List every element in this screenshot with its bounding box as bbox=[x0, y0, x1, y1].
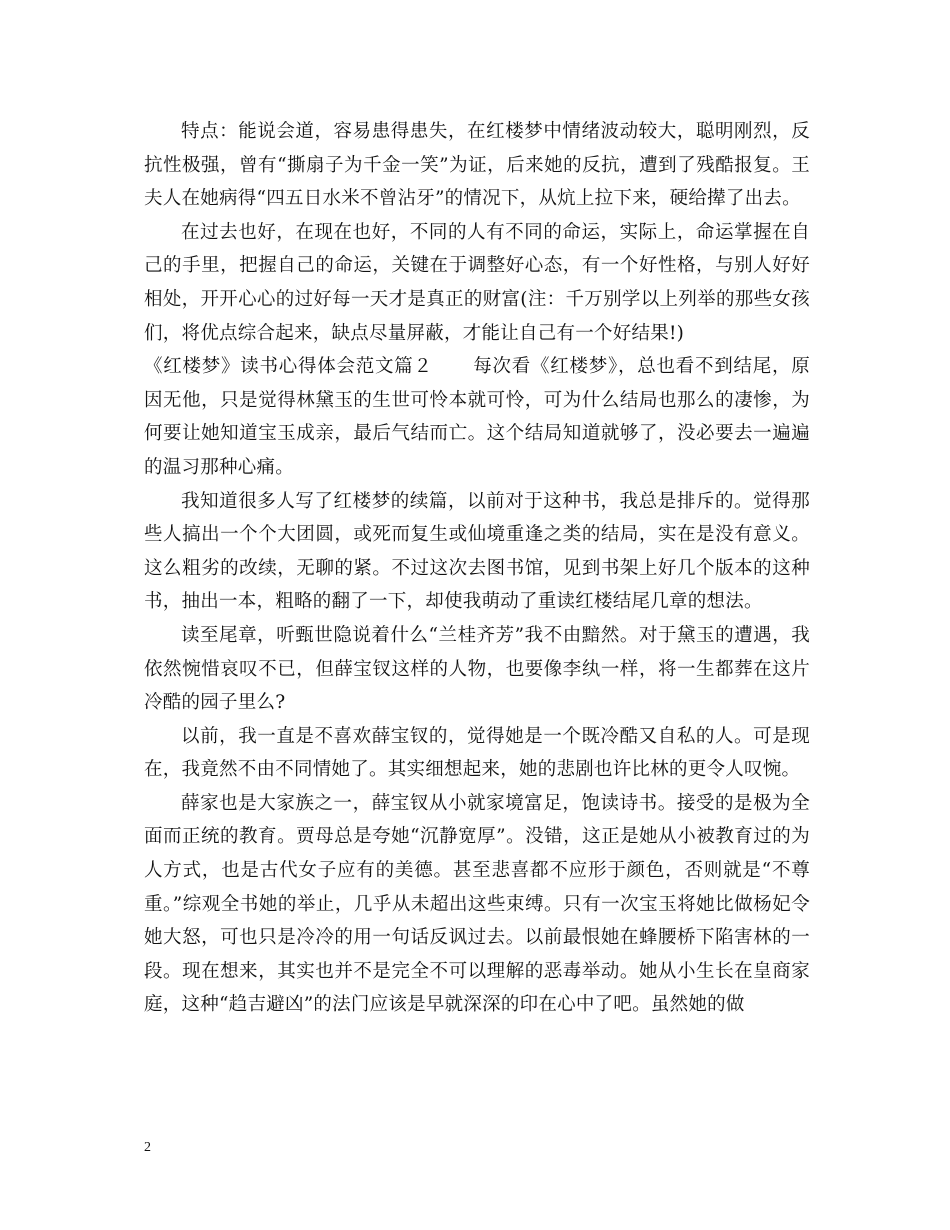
paragraph-sequels: 我知道很多人写了红楼梦的续篇，以前对于这种书，我总是排斥的。觉得那些人搞出一个个大团圆，或死而复生或仙境重逢之类的结局，实在是没有意义。这么粗劣的改续，无聊的紧。不过这次去图书馆，见到书架上好几个版本的这种书，抽出一本，粗略的翻了一下，却使我萌动了重读红楼结尾几章的想法。 bbox=[144, 490, 810, 613]
document-body bbox=[144, 115, 810, 1022]
paragraph-baochai-opinion: 以前，我一直是不喜欢薛宝钗的，觉得她是一个既冷酷又自私的人。可是现在，我竟然不由不同情她了。其实细想起来，她的悲剧也许比林的更令人叹惋。 bbox=[144, 725, 810, 781]
page-number: 2 bbox=[144, 1140, 151, 1155]
paragraph-xue-family: 薛家也是大家族之一，薛宝钗从小就家境富足，饱读诗书。接受的是极为全面而正统的教育。贾母总是夸她“沉静宽厚”。没错，这正是她从小被教育过的为人方式，也是古代女子应有的美德。甚至悲喜都不应形于颜色，否则就是“不尊重。”综观全书她的举止，几乎从未超出这些束缚。只有一次宝玉将她比做杨妃令她大怒，可也只是冷冷的用一句话反讽过去。以前最恨她在蜂腰桥下陷害林的一段。现在想来，其实也并不是完全不可以理解的恶毒举动。她从小生长在皇商家庭，这种“趋吉避凶”的法门应该是早就深深的印在心中了吧。虽然她的做 bbox=[144, 792, 810, 1016]
paragraph-final-chapter: 读至尾章，听甄世隐说着什么“兰桂齐芳”我不由黯然。对于黛玉的遭遇，我依然惋惜哀叹不已，但薛宝钗这样的人物，也要像李纨一样，将一生都葬在这片冷酷的园子里么? bbox=[144, 624, 810, 714]
section-first-paragraph: 每次看《红楼梦》，总也看不到结尾，原因无他，只是觉得林黛玉的生世可怜本就可怜，可为什么结局也那么的凄惨，为何要让她知道宝玉成亲，最后气结而亡。这个结局知道就够了，没必要去一遍遍的温习那种心痛。 bbox=[144, 356, 810, 478]
section-heading: 《红楼梦》读书心得体会范文篇２ bbox=[144, 356, 433, 378]
paragraph-destiny: 在过去也好，在现在也好，不同的人有不同的命运，实际上，命运掌握在自己的手里，把握自己的命运，关键在于调整好心态，有一个好性格，与别人好好相处，开开心心的过好每一天才是真正的财富(注：千万别学以上列举的那些女孩们，将优点综合起来，缺点尽量屏蔽，才能让自己有一个好结果!) bbox=[144, 221, 810, 344]
paragraph-characteristics: 特点：能说会道，容易患得患失，在红楼梦中情绪波动较大，聪明刚烈，反抗性极强，曾有“撕扇子为千金一笑”为证，后来她的反抗，遭到了残酷报复。王夫人在她病得“四五日水米不曾沾牙”的情况下，从炕上拉下来，硬给撵了出去。 bbox=[144, 121, 810, 210]
section-heading-paragraph bbox=[144, 350, 810, 484]
